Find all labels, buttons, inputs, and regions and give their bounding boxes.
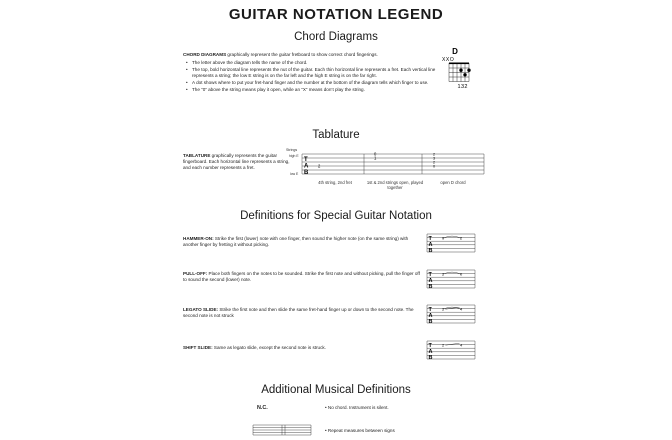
tab-caption-1: 4th string, 2nd fret — [318, 180, 352, 185]
tablature-heading: Tablature — [312, 129, 360, 141]
chord-diagrams-term: CHORD DIAGRAMS — [183, 52, 227, 57]
tab-staff-lines — [302, 154, 484, 174]
definition-text: Place both fingers on the notes to be sounded. Strike the first note and without picking, pull the finger off to sound the second (lower) note. — [183, 271, 420, 282]
additional-definitions-heading: Additional Musical Definitions — [261, 384, 411, 396]
chord-open-mute-marks: XXO — [442, 57, 455, 63]
svg-text:A: A — [428, 278, 433, 284]
slur-arc — [442, 271, 463, 277]
tab-chord-stack — [433, 152, 435, 168]
svg-text:B: B — [428, 355, 433, 361]
slide-line — [446, 343, 460, 345]
tablature-staff — [300, 152, 486, 178]
chord-diagrams-intro-text: graphically represent the guitar fretboard to show correct chord fingerings. — [226, 52, 378, 57]
tab-number: 2 — [442, 306, 445, 312]
pull-off-definition — [183, 271, 423, 283]
tab-low-e-label: low E — [290, 171, 299, 176]
definition-term: SHIFT SLIDE: — [183, 345, 213, 350]
svg-text:T: T — [428, 307, 432, 313]
finger-dot — [463, 73, 466, 76]
slur-arc — [442, 235, 463, 241]
repeat-sign-staff — [252, 424, 312, 436]
definition-text: Strike the first (lower) note with one finger, then sound the higher note (on the same string) with another finger by fretting it without picking. — [183, 236, 409, 247]
definition-term: LEGATO SLIDE: — [183, 307, 219, 312]
chord-diagrams-bullets — [183, 60, 441, 93]
tab-strings-label: Strings — [286, 148, 298, 152]
definition-text: Same as legato slide, except the second note is struck. — [212, 345, 326, 350]
svg-text:2: 2 — [433, 152, 436, 157]
chord-diagrams-intro — [183, 52, 441, 58]
tab-number: 0 — [442, 235, 445, 241]
definition-term: PULL-OFF: — [183, 271, 208, 276]
list-item: • The top, bold horizontal line represents the nut of the guitar. Each thin horizontal line represents a fret. Each vertical line represents a string; the low E string is on the far left and the high E string is on the far right. — [186, 67, 441, 79]
page-title: GUITAR NOTATION LEGEND — [228, 6, 444, 23]
tablature-text — [183, 153, 293, 170]
finger-dot — [467, 69, 470, 72]
chord-fingering-numbers: 132 — [457, 84, 468, 90]
finger-dot — [459, 69, 462, 72]
tab-high-e-label: high E — [289, 153, 299, 158]
chord-name: D — [452, 47, 458, 56]
pull-off-tab — [426, 268, 476, 290]
tab-number: 0 — [374, 152, 377, 157]
shift-slide-tab — [426, 339, 476, 361]
tab-number: 2 — [460, 235, 463, 241]
tab-number: 2 — [318, 163, 321, 169]
svg-text:B: B — [428, 319, 433, 325]
definition-text: Strike the first note and then slide the same fret-hand finger up or down to the second note. The second note is not struck — [183, 307, 414, 318]
svg-text:A: A — [428, 313, 433, 319]
tab-clef-t: T — [304, 157, 308, 163]
tab-number: 4 — [460, 342, 463, 348]
repeat-definition: • Repeat measures between signs — [325, 428, 395, 433]
nc-definition: • No chord. Instrument is silent. — [325, 405, 389, 410]
svg-text:A: A — [428, 349, 433, 355]
chord-diagram-d — [440, 46, 476, 96]
svg-text:T: T — [428, 272, 432, 278]
legato-slide-tab — [426, 303, 476, 325]
tablature-term: TABLATURE — [183, 153, 211, 158]
chord-diagrams-text — [183, 52, 441, 94]
definition-term: HAMMER-ON: — [183, 236, 214, 241]
tab-number: 2 — [442, 342, 445, 348]
svg-text:T: T — [428, 343, 432, 349]
tab-caption-2: 1st & 2nd strings open, played together — [366, 180, 424, 190]
tab-clef-a: A — [304, 163, 309, 170]
svg-text:0: 0 — [433, 164, 436, 169]
svg-text:T: T — [428, 236, 432, 242]
shift-slide-definition — [183, 345, 423, 351]
tab-number: 4 — [460, 306, 463, 312]
legato-slide-definition — [183, 307, 423, 319]
svg-text:B: B — [428, 248, 433, 254]
tab-number: 1 — [374, 155, 377, 161]
svg-text:B: B — [428, 284, 433, 290]
tab-clef-b: B — [304, 170, 309, 176]
nc-symbol: N.C. — [257, 405, 268, 411]
list-item: • A dot shows where to put your fret-hand finger and the number at the bottom of the diagram tells which finger to use. — [186, 80, 441, 86]
tab-caption-3: open D chord — [440, 180, 466, 185]
svg-text:3: 3 — [433, 156, 436, 161]
hammer-on-definition — [183, 236, 423, 248]
tablature-intro-text: graphically represents the guitar fingerboard. Each horizontal line represents a string, and each number represents a fret. — [183, 153, 290, 170]
list-item: • The “0” above the string means play it open, while an “X” means don’t play the string. — [186, 87, 441, 93]
chord-diagrams-heading: Chord Diagrams — [294, 31, 378, 43]
svg-text:2: 2 — [433, 160, 436, 165]
svg-text:A: A — [428, 242, 433, 248]
chord-fretboard — [449, 63, 469, 82]
list-item: • The letter above the diagram tells the name of the chord. — [186, 60, 441, 66]
tab-number: 2 — [442, 271, 445, 277]
hammer-on-tab — [426, 232, 476, 254]
tab-number: 0 — [460, 271, 463, 277]
special-notation-heading: Definitions for Special Guitar Notation — [240, 210, 432, 222]
